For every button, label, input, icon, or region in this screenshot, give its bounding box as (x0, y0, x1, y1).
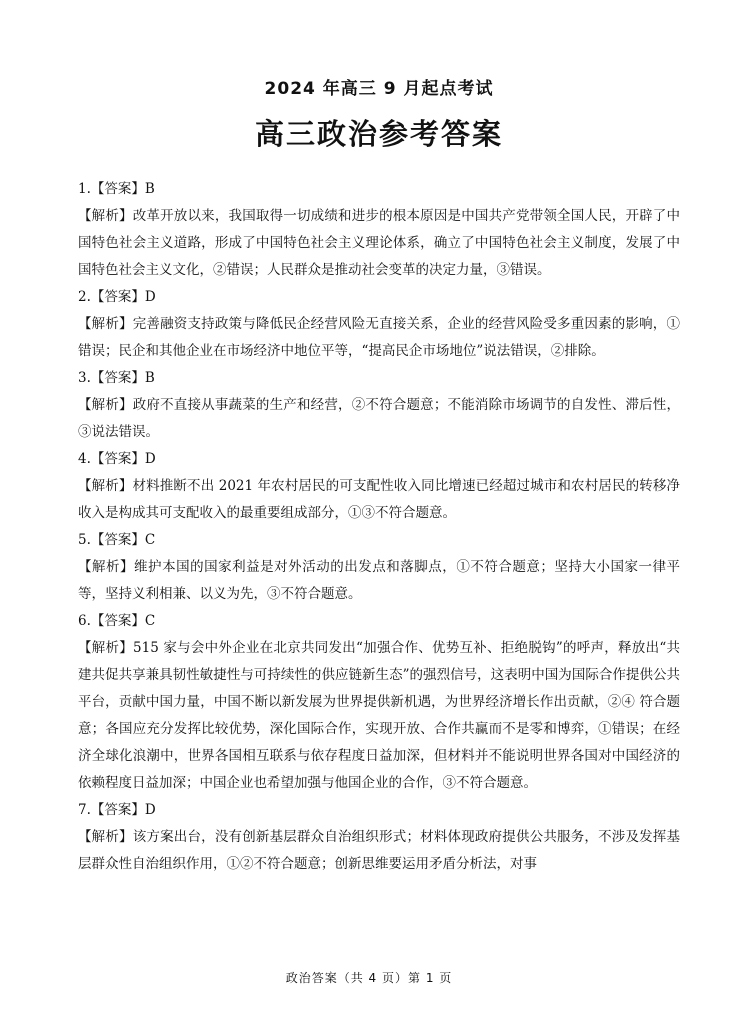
answer-item-1 (78, 176, 680, 284)
answer-item-6 (78, 608, 680, 797)
answer-line: 6.【答案】C (78, 613, 156, 629)
answer-line: 7.【答案】D (78, 802, 156, 818)
answer-item-4 (78, 446, 680, 527)
answer-item-7 (78, 797, 680, 878)
explanation-text: 【解析】515 家与会中外企业在北京共同发出“加强合作、优势互补、拒绝脱钩”的呼声，释放出“共建共促共享兼具韧性敏捷性与可持续性的供应链新生态”的强烈信号，这表明中国为国际合作提供公共平台，贡献中国力量，中国不断以新发展为世界提供新机遇，为世界经济增长作出贡献，②④ 符合题意；各国应充分发挥比较优势，深化国际合作，实现开放、合作共赢而不是零和博弈，①错误；在经济全球化浪潮中，世界各国相互联系与依存程度日益加深，但材料并不能说明世界各国对中国经济的依赖程度日益加深；中国企业也希望加强与他国企业的合作，③不符合题意。 (78, 640, 680, 791)
answer-item-3 (78, 365, 680, 446)
explanation-text: 【解析】材料推断不出 2021 年农村居民的可支配性收入同比增速已经超过城市和农村居民的转移净收入是构成其可支配收入的最重要组成部分，①③不符合题意。 (78, 478, 680, 521)
answer-line: 3.【答案】B (78, 370, 155, 386)
answer-line: 5.【答案】C (78, 532, 156, 548)
answer-line: 2.【答案】D (78, 289, 156, 305)
exam-subtitle: 2024 年高三 9 月起点考试 (264, 79, 494, 99)
explanation-text: 【解析】政府不直接从事蔬菜的生产和经营，②不符合题意；不能消除市场调节的自发性、滞后性，③说法错误。 (78, 397, 680, 440)
explanation-text: 【解析】维护本国的国家利益是对外活动的出发点和落脚点，①不符合题意；坚持大小国家一律平等，坚持义利相兼、以义为先，③不符合题意。 (78, 559, 680, 602)
answer-item-5 (78, 527, 680, 608)
page-footer: 政治答案（共 4 页）第 1 页 (285, 971, 453, 985)
answer-line: 1.【答案】B (78, 181, 155, 197)
explanation-text: 【解析】改革开放以来，我国取得一切成绩和进步的根本原因是中国共产党带领全国人民，开辟了中国特色社会主义道路，形成了中国特色社会主义理论体系，确立了中国特色社会主义制度，发展了中国特色社会主义文化，②错误；人民群众是推动社会变革的决定力量，③错误。 (78, 208, 680, 278)
page-title: 高三政治参考答案 (254, 117, 503, 151)
answer-item-2 (78, 284, 680, 365)
answer-line: 4.【答案】D (78, 451, 156, 467)
explanation-text: 【解析】该方案出台，没有创新基层群众自治组织形式；材料体现政府提供公共服务，不涉及发挥基层群众性自治组织作用，①②不符合题意；创新思维要运用矛盾分析法，对事 (78, 829, 680, 872)
answer-list (78, 176, 680, 878)
explanation-text: 【解析】完善融资支持政策与降低民企经营风险无直接关系，企业的经营风险受多重因素的影响，①错误；民企和其他企业在市场经济中地位平等，“提高民企市场地位”说法错误，②排除。 (78, 316, 680, 359)
